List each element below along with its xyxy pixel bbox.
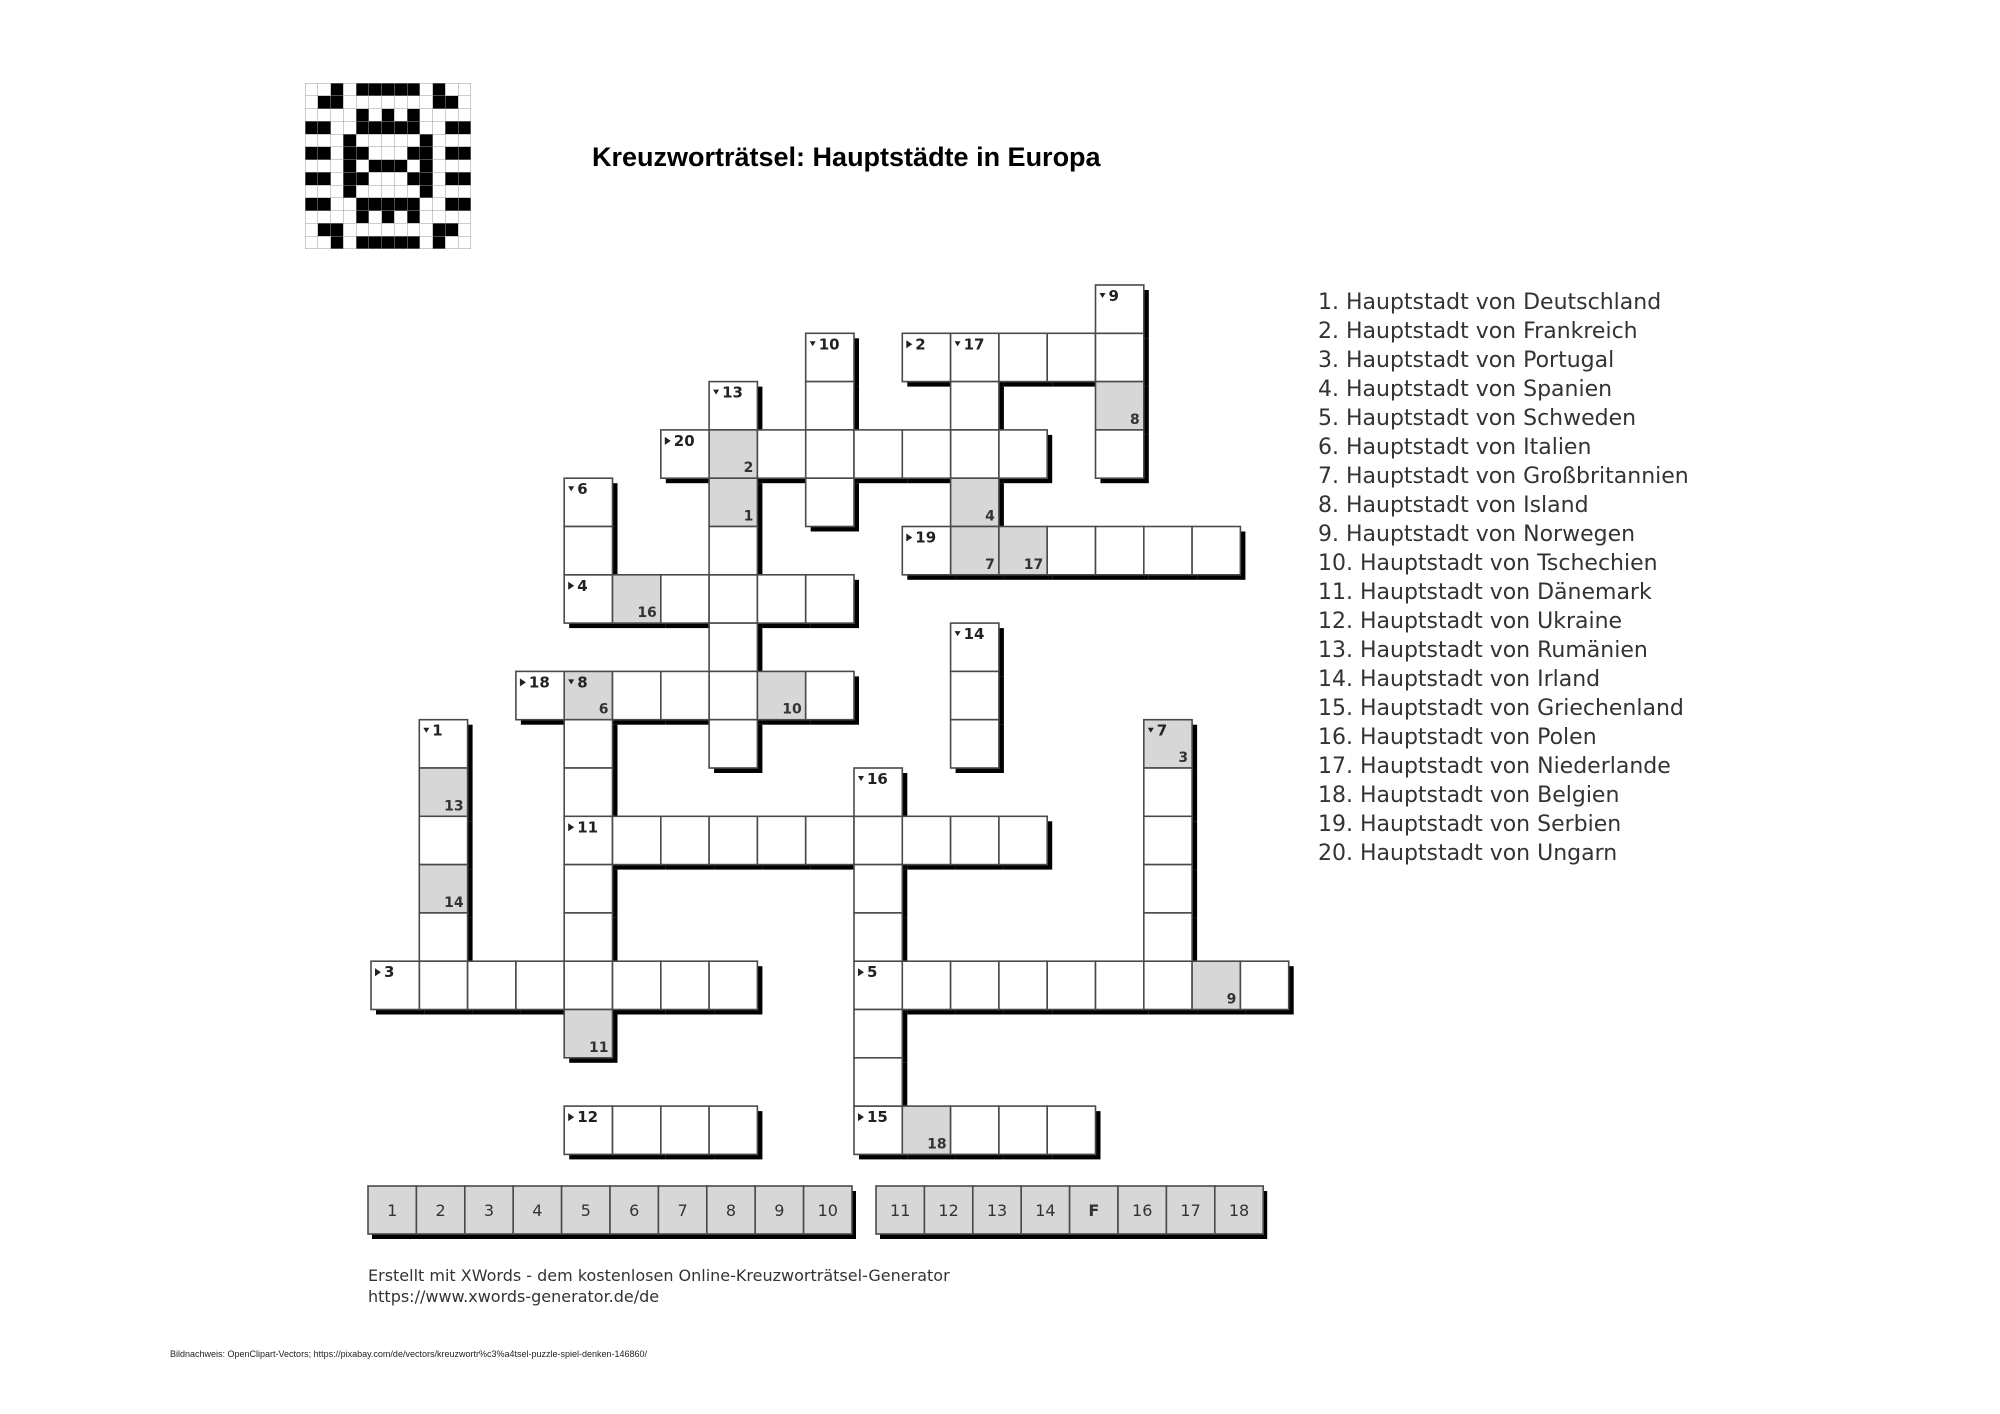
solution-index-label: 9 [1226, 991, 1237, 1008]
clue-list [1318, 288, 1689, 868]
letter-cell[interactable] [564, 527, 612, 575]
letter-cell[interactable] [1047, 1106, 1095, 1154]
letter-cell[interactable] [1047, 333, 1095, 381]
solution-box-label: F [1088, 1201, 1100, 1220]
letter-cell[interactable] [613, 671, 661, 719]
letter-cell[interactable] [709, 1106, 757, 1154]
letter-cell[interactable] [1096, 285, 1144, 333]
letter-cell[interactable] [806, 671, 854, 719]
letter-cell[interactable] [951, 671, 999, 719]
solution-index-label: 3 [1178, 750, 1189, 766]
solution-box-label: 4 [532, 1201, 543, 1220]
clue-item: 12. Hauptstadt von Ukraine [1318, 609, 1623, 634]
letter-cell[interactable] [709, 816, 757, 864]
letter-cell[interactable] [1144, 961, 1192, 1009]
solution-box-label: 12 [938, 1201, 959, 1220]
solution-box-label: 11 [890, 1201, 911, 1220]
solution-index-label: 14 [444, 894, 464, 911]
letter-cell[interactable] [371, 961, 419, 1009]
letter-cell[interactable] [661, 1106, 709, 1154]
clue-item: 11. Hauptstadt von Dänemark [1318, 580, 1652, 605]
letter-cell[interactable] [1144, 816, 1192, 864]
solution-index-label: 16 [637, 605, 657, 622]
letter-cell[interactable] [951, 720, 999, 768]
letter-cell[interactable] [709, 623, 757, 671]
credit-text: Erstellt mit XWords - dem kostenlosen Online-Kreuzworträtsel-Generator [368, 1266, 950, 1285]
letter-cell[interactable] [951, 816, 999, 864]
clue-item: 9. Hauptstadt von Norwegen [1318, 522, 1636, 547]
clue-number: 14 [963, 625, 985, 644]
letter-cell[interactable] [613, 1106, 661, 1154]
clue-number: 16 [867, 770, 888, 788]
clue-item: 16. Hauptstadt von Polen [1318, 725, 1597, 750]
solution-box-label: 16 [1132, 1201, 1153, 1220]
generator-credit [368, 1265, 950, 1307]
clue-number: 15 [867, 1108, 888, 1127]
solution-box-label: 18 [1228, 1201, 1250, 1220]
letter-cell[interactable] [1240, 961, 1288, 1009]
letter-cell[interactable] [902, 961, 950, 1009]
clue-number: 4 [577, 576, 588, 595]
letter-cell[interactable] [806, 382, 854, 430]
letter-cell[interactable] [806, 816, 854, 864]
solution-index-label: 4 [985, 508, 995, 525]
letter-cell[interactable] [564, 720, 612, 768]
solution-index-label: 1 [743, 508, 754, 525]
letter-cell[interactable] [419, 816, 467, 864]
clue-number: 11 [577, 818, 599, 837]
image-credit: Bildnachweis: OpenClipart-Vectors; https://pixabay.com/de/vectors/kreuzwortr%c3%a4tsel-puzzle-spiel-denken-146860/ [170, 1349, 648, 1359]
clue-item: 4. Hauptstadt von Spanien [1318, 377, 1613, 402]
letter-cell[interactable] [902, 430, 950, 478]
letter-cell[interactable] [854, 816, 902, 864]
clue-item: 2. Hauptstadt von Frankreich [1318, 319, 1638, 344]
letter-cell[interactable] [757, 430, 805, 478]
letter-cell[interactable] [709, 720, 757, 768]
letter-cell[interactable] [951, 1106, 999, 1154]
solution-index-label: 11 [589, 1039, 609, 1056]
letter-cell[interactable] [1192, 527, 1240, 575]
clue-number: 13 [722, 383, 743, 402]
letter-cell[interactable] [709, 575, 757, 623]
letter-cell[interactable] [468, 961, 516, 1009]
clue-number: 18 [528, 673, 550, 692]
clue-item: 17. Hauptstadt von Niederlande [1318, 754, 1671, 779]
solution-box-label: 3 [483, 1201, 495, 1220]
clue-item: 5. Hauptstadt von Schweden [1318, 406, 1637, 431]
letter-cell[interactable] [951, 430, 999, 478]
letter-cell[interactable] [757, 816, 805, 864]
letter-cell[interactable] [999, 1106, 1047, 1154]
clue-number: 17 [963, 335, 985, 354]
credit-url: https://www.xwords-generator.de/de [368, 1287, 660, 1306]
letter-cell[interactable] [854, 1058, 902, 1106]
letter-cell[interactable] [419, 913, 467, 961]
solution-box-label: 7 [677, 1201, 688, 1220]
clue-number: 6 [577, 480, 588, 499]
solution-index-label: 8 [1130, 411, 1140, 428]
clue-number: 1 [432, 721, 443, 740]
solution-index-label: 6 [598, 701, 609, 718]
letter-cell[interactable] [709, 961, 757, 1009]
clue-item: 1. Hauptstadt von Deutschland [1318, 290, 1662, 315]
letter-cell[interactable] [661, 961, 709, 1009]
clue-item: 6. Hauptstadt von Italien [1318, 435, 1592, 460]
letter-cell[interactable] [661, 575, 709, 623]
clue-item: 20. Hauptstadt von Ungarn [1318, 841, 1618, 866]
clue-number: 2 [915, 335, 926, 354]
clue-number: 7 [1156, 721, 1168, 740]
clue-number: 10 [818, 335, 840, 354]
letter-cell[interactable] [709, 527, 757, 575]
letter-cell[interactable] [854, 961, 902, 1009]
clue-item: 3. Hauptstadt von Portugal [1318, 348, 1615, 373]
letter-cell[interactable] [564, 575, 612, 623]
clue-number: 19 [915, 528, 937, 547]
letter-cell[interactable] [1144, 865, 1192, 913]
letter-cell[interactable] [1144, 913, 1192, 961]
clue-number: 8 [577, 673, 588, 692]
solution-box-label: 9 [774, 1201, 785, 1220]
letter-cell[interactable] [661, 671, 709, 719]
solution-index-label: 18 [927, 1136, 947, 1153]
letter-cell[interactable] [999, 430, 1047, 478]
clue-item: 8. Hauptstadt von Island [1318, 493, 1589, 518]
letter-cell[interactable] [854, 913, 902, 961]
letter-cell[interactable] [806, 575, 854, 623]
clue-item: 19. Hauptstadt von Serbien [1318, 812, 1622, 837]
letter-cell[interactable] [613, 961, 661, 1009]
clue-number: 9 [1108, 287, 1119, 305]
clue-number: 5 [867, 963, 878, 982]
clue-item: 7. Hauptstadt von Großbritannien [1318, 464, 1689, 489]
letter-cell[interactable] [806, 430, 854, 478]
letter-cell[interactable] [564, 913, 612, 961]
letter-cell[interactable] [613, 816, 661, 864]
letter-cell[interactable] [1096, 961, 1144, 1009]
letter-cell[interactable] [999, 961, 1047, 1009]
page-title: Kreuzworträtsel: Hauptstädte in Europa [592, 142, 1101, 172]
letter-cell[interactable] [564, 865, 612, 913]
solution-box-label: 14 [1035, 1201, 1056, 1220]
solution-box-label: 17 [1180, 1201, 1201, 1220]
letter-cell[interactable] [564, 768, 612, 816]
solution-box-label: 6 [629, 1201, 640, 1220]
clue-number: 20 [673, 431, 695, 450]
clue-item: 15. Hauptstadt von Griechenland [1318, 696, 1684, 721]
letter-cell[interactable] [1096, 527, 1144, 575]
clue-item: 14. Hauptstadt von Irland [1318, 667, 1601, 692]
solution-index-label: 13 [444, 798, 464, 815]
solution-index-label: 7 [985, 556, 995, 573]
clue-item: 18. Hauptstadt von Belgien [1318, 783, 1620, 808]
letter-cell[interactable] [1047, 961, 1095, 1009]
solution-box-label: 2 [435, 1201, 446, 1220]
solution-box-label: 13 [986, 1201, 1008, 1220]
letter-cell[interactable] [902, 333, 950, 381]
letter-cell[interactable] [709, 671, 757, 719]
solution-box-label: 8 [725, 1201, 737, 1220]
letter-cell[interactable] [564, 961, 612, 1009]
letter-cell[interactable] [757, 575, 805, 623]
letter-cell[interactable] [419, 720, 467, 768]
solution-index-label: 17 [1023, 556, 1044, 573]
letter-cell[interactable] [854, 1010, 902, 1058]
solution-box-label: 1 [387, 1201, 398, 1220]
solution-index-label: 2 [743, 460, 754, 477]
letter-cell[interactable] [1144, 768, 1192, 816]
solution-index-label: 10 [782, 701, 802, 718]
letter-cell[interactable] [951, 382, 999, 430]
letter-cell[interactable] [854, 430, 902, 478]
clue-number: 3 [384, 963, 395, 982]
clue-item: 10. Hauptstadt von Tschechien [1318, 551, 1658, 576]
clue-number: 12 [577, 1108, 599, 1127]
letter-cell[interactable] [806, 478, 854, 526]
letter-cell[interactable] [951, 961, 999, 1009]
letter-cell[interactable] [999, 816, 1047, 864]
letter-cell[interactable] [999, 333, 1047, 381]
clue-item: 13. Hauptstadt von Rumänien [1318, 638, 1648, 663]
letter-cell[interactable] [1096, 333, 1144, 381]
solution-box-label: 10 [817, 1201, 838, 1220]
letter-cell[interactable] [1047, 527, 1095, 575]
solution-box-label: 5 [580, 1201, 591, 1220]
letter-cell[interactable] [1096, 430, 1144, 478]
letter-cell[interactable] [516, 961, 564, 1009]
letter-cell[interactable] [854, 865, 902, 913]
letter-cell[interactable] [902, 816, 950, 864]
letter-cell[interactable] [419, 961, 467, 1009]
letter-cell[interactable] [661, 816, 709, 864]
letter-cell[interactable] [564, 478, 612, 526]
letter-cell[interactable] [1144, 527, 1192, 575]
